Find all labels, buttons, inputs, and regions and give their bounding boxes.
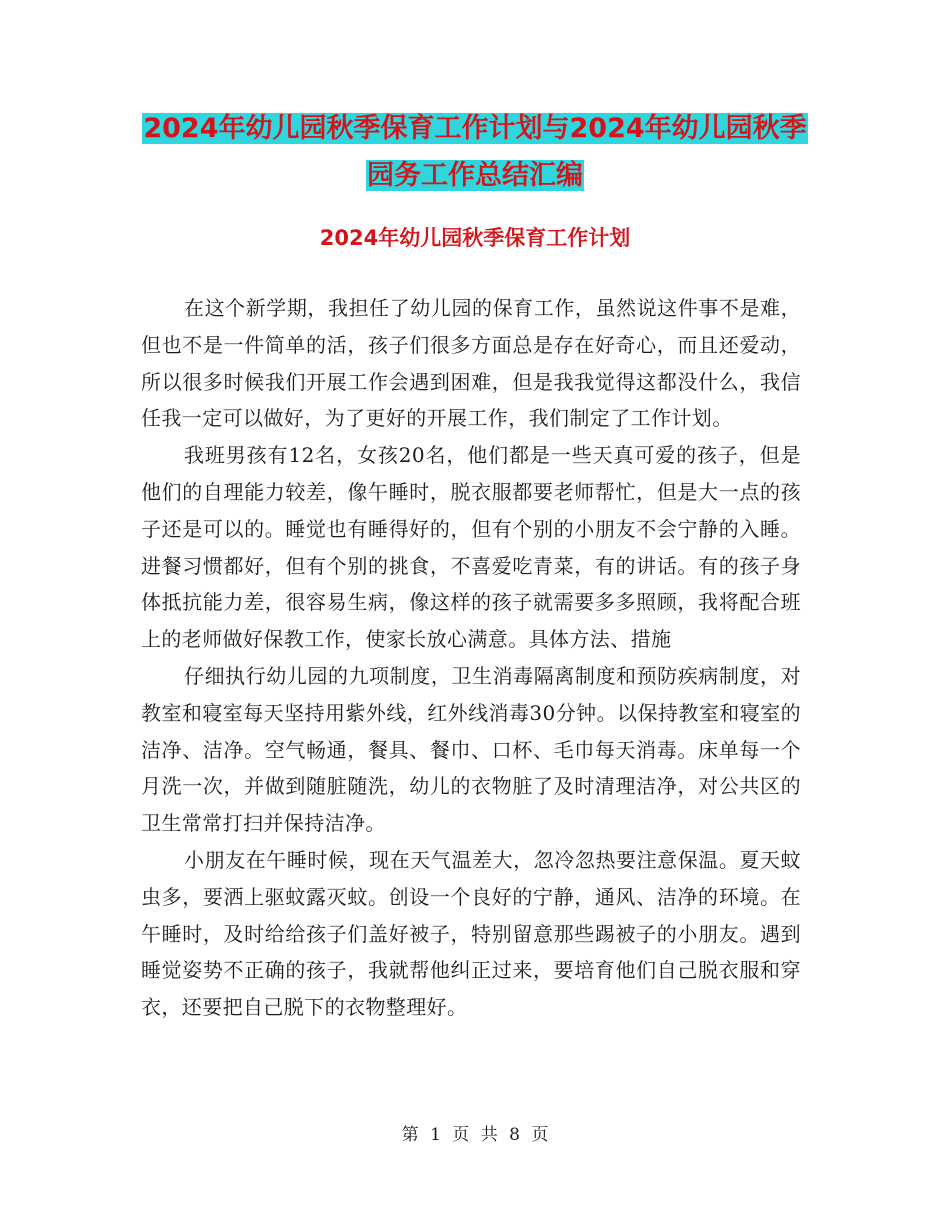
body-text [141, 290, 801, 1026]
page-footer: 第 1 页 共 8 页 [401, 1125, 549, 1145]
paragraph-4: 小朋友在午睡时候，现在天气温差大，忽冷忽热要注意保温。夏天蚊虫多，要洒上驱蚊露灭蚊。创设一个良好的宁静，通风、洁净的环境。在午睡时，及时给给孩子们盖好被子，特别留意那些踢被子的小朋友。遇到睡觉姿势不正确的孩子，我就帮他纠正过来，要培育他们自己脱衣服和穿衣，还要把自己脱下的衣物整理好。 [141, 847, 801, 1020]
document-title-line-1 [0, 108, 950, 150]
section-heading: 2024年幼儿园秋季保育工作计划 [319, 226, 631, 250]
title-highlight-1: 2024年幼儿园秋季保育工作计划与2024年幼儿园秋季 [143, 113, 807, 144]
document-title-line-2 [0, 155, 950, 197]
paragraph-1: 在这个新学期，我担任了幼儿园的保育工作，虽然说这件事不是难，但也不是一件简单的活，孩子们很多方面总是存在好奇心，而且还爱动，所以很多时候我们开展工作会遇到困难，但是我我觉得这都没什么，我信任我一定可以做好，为了更好的开展工作，我们制定了工作计划。 [141, 296, 801, 431]
title-highlight-2: 园务工作总结汇编 [367, 160, 583, 191]
paragraph-3: 仔细执行幼儿园的九项制度，卫生消毒隔离制度和预防疾病制度，对教室和寝室每天坚持用紫外线，红外线消毒30分钟。以保持教室和寝室的洁净、洁净。空气畅通，餐具、餐巾、口杯、毛巾每天消毒。床单每一个月洗一次，并做到随脏随洗，幼儿的衣物脏了及时清理洁净，对公共区的卫生常常打扫并保持洁净。 [141, 663, 801, 836]
paragraph-2: 我班男孩有12名，女孩20名，他们都是一些天真可爱的孩子，但是他们的自理能力较差，像午睡时，脱衣服都要老师帮忙，但是大一点的孩子还是可以的。睡觉也有睡得好的，但有个别的小朋友不会宁静的入睡。进餐习惯都好，但有个别的挑食，不喜爱吃青菜，有的讲话。有的孩子身体抵抗能力差，很容易生病，像这样的孩子就需要多多照顾，我将配合班上的老师做好保教工作，使家长放心满意。具体方法、措施 [141, 443, 801, 652]
